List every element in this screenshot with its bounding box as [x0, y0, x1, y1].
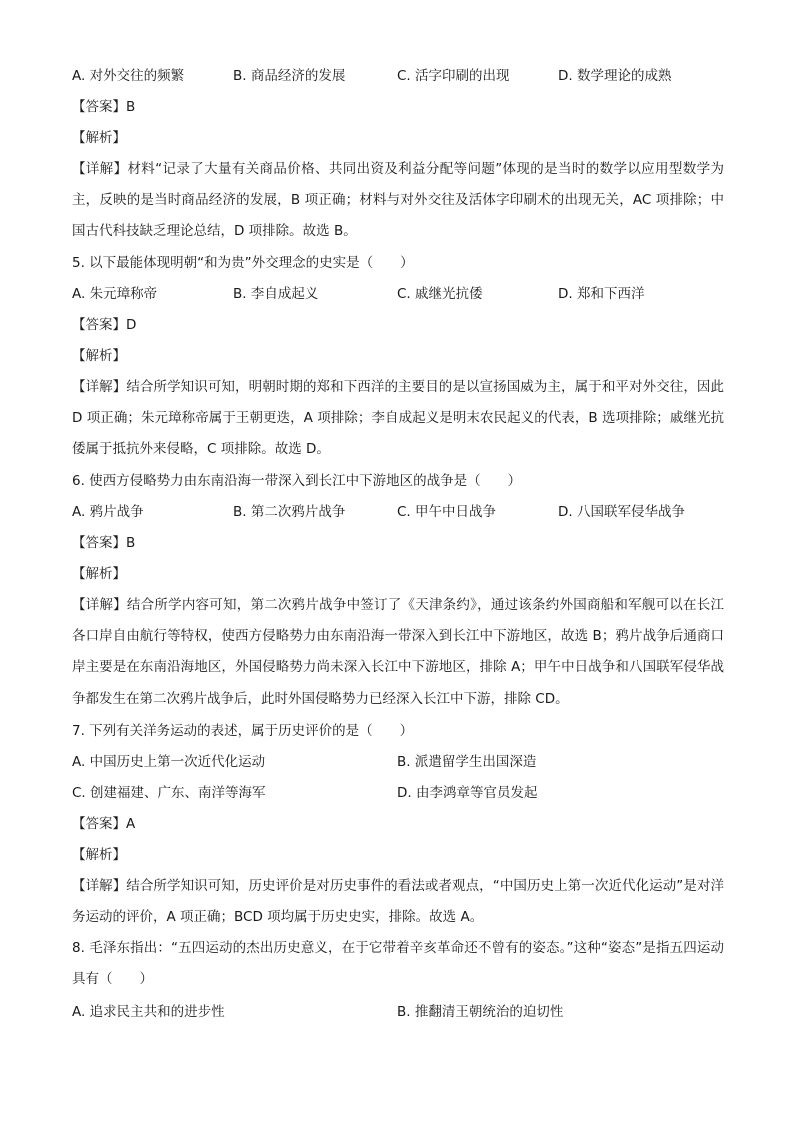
q8-stem: 8. 毛泽东指出：“五四运动的杰出历史意义，在于它带着辛亥革命还不曾有的姿态。”这种“姿态”是指五四运动具有（ ）: [72, 940, 724, 988]
q6-analysis: 【解析】: [72, 566, 126, 582]
q7-detail: 【详解】结合所学知识可知，历史评价是对历史事件的看法或者观点，“中国历史上第一次近代化运动”是对洋务运动的评价，A 项正确；BCD 项均属于历史史实，排除。故选 A。: [72, 878, 724, 926]
q8-option-a: A. 追求民主共和的进步性: [72, 1004, 225, 1020]
q4-option-c: C. 活字印刷的出现: [397, 68, 510, 84]
q6-detail: 【详解】结合所学内容可知，第二次鸦片战争中签订了《天津条约》，通过该条约外国商船和军舰可以在长江各口岸自由航行等特权，使西方侵略势力由东南沿海一带深入到长江中下游地区，故选 B；鸦片战争后通商口岸主要是在东南沿海地区，外国侵略势力尚未深入长江中下游地区，排除 A；甲午中日战争和八国联军侵华战争都发生在第二次鸦片战争后，此时外国侵略势力已经深入长江中下游，排除 CD。: [72, 597, 724, 707]
q8-option-b: B. 推翻清王朝统治的迫切性: [397, 1004, 564, 1020]
q5-option-c: C. 戚继光抗倭: [397, 286, 483, 302]
q4-option-d: D. 数学理论的成熟: [558, 68, 672, 84]
q4-option-a: A. 对外交往的频繁: [72, 68, 185, 84]
q7-stem: 7. 下列有关洋务运动的表述，属于历史评价的是（ ）: [72, 723, 414, 739]
q6-option-d: D. 八国联军侵华战争: [558, 504, 685, 520]
q6-option-c: C. 甲午中日战争: [397, 504, 497, 520]
q7-analysis: 【解析】: [72, 847, 126, 863]
q5-option-d: D. 郑和下西洋: [558, 286, 645, 302]
q6-answer: 【答案】B: [72, 535, 136, 551]
q7-option-c: C. 创建福建、广东、南洋等海军: [72, 785, 266, 801]
q6-option-a: A. 鸦片战争: [72, 504, 144, 520]
q5-option-a: A. 朱元璋称帝: [72, 286, 158, 302]
q6-option-b: B. 第二次鸦片战争: [233, 504, 346, 520]
q5-answer: 【答案】D: [72, 317, 137, 333]
q5-option-b: B. 李自成起义: [233, 286, 319, 302]
q4-detail: 【详解】材料“记录了大量有关商品价格、共同出资及利益分配等问题”体现的是当时的数学以应用型数学为主，反映的是当时商品经济的发展，B 项正确；材料与对外交往及活体字印刷术的出现无关，AC 项排除；中国古代科技缺乏理论总结，D 项排除。故选 B。: [72, 161, 724, 240]
q4-analysis: 【解析】: [72, 130, 126, 146]
q5-detail: 【详解】结合所学知识可知，明朝时期的郑和下西洋的主要目的是以宣扬国威为主，属于和平对外交往，因此 D 项正确；朱元璋称帝属于王朝更迭，A 项排除；李自成起义是明末农民起义的代表，B 选项排除；戚继光抗倭属于抵抗外来侵略，C 项排除。故选 D。: [72, 379, 724, 458]
q5-stem: 5. 以下最能体现明朝“和为贵”外交理念的史实是（ ）: [72, 255, 414, 271]
q7-option-d: D. 由李鸿章等官员发起: [397, 785, 538, 801]
q4-answer: 【答案】B: [72, 99, 136, 115]
q7-option-b: B. 派遣留学生出国深造: [397, 754, 537, 770]
q7-option-a: A. 中国历史上第一次近代化运动: [72, 754, 266, 770]
q6-stem: 6. 使西方侵略势力由东南沿海一带深入到长江中下游地区的战争是（ ）: [72, 473, 522, 489]
q5-analysis: 【解析】: [72, 348, 126, 364]
q7-answer: 【答案】A: [72, 816, 136, 832]
q4-option-b: B. 商品经济的发展: [233, 68, 346, 84]
